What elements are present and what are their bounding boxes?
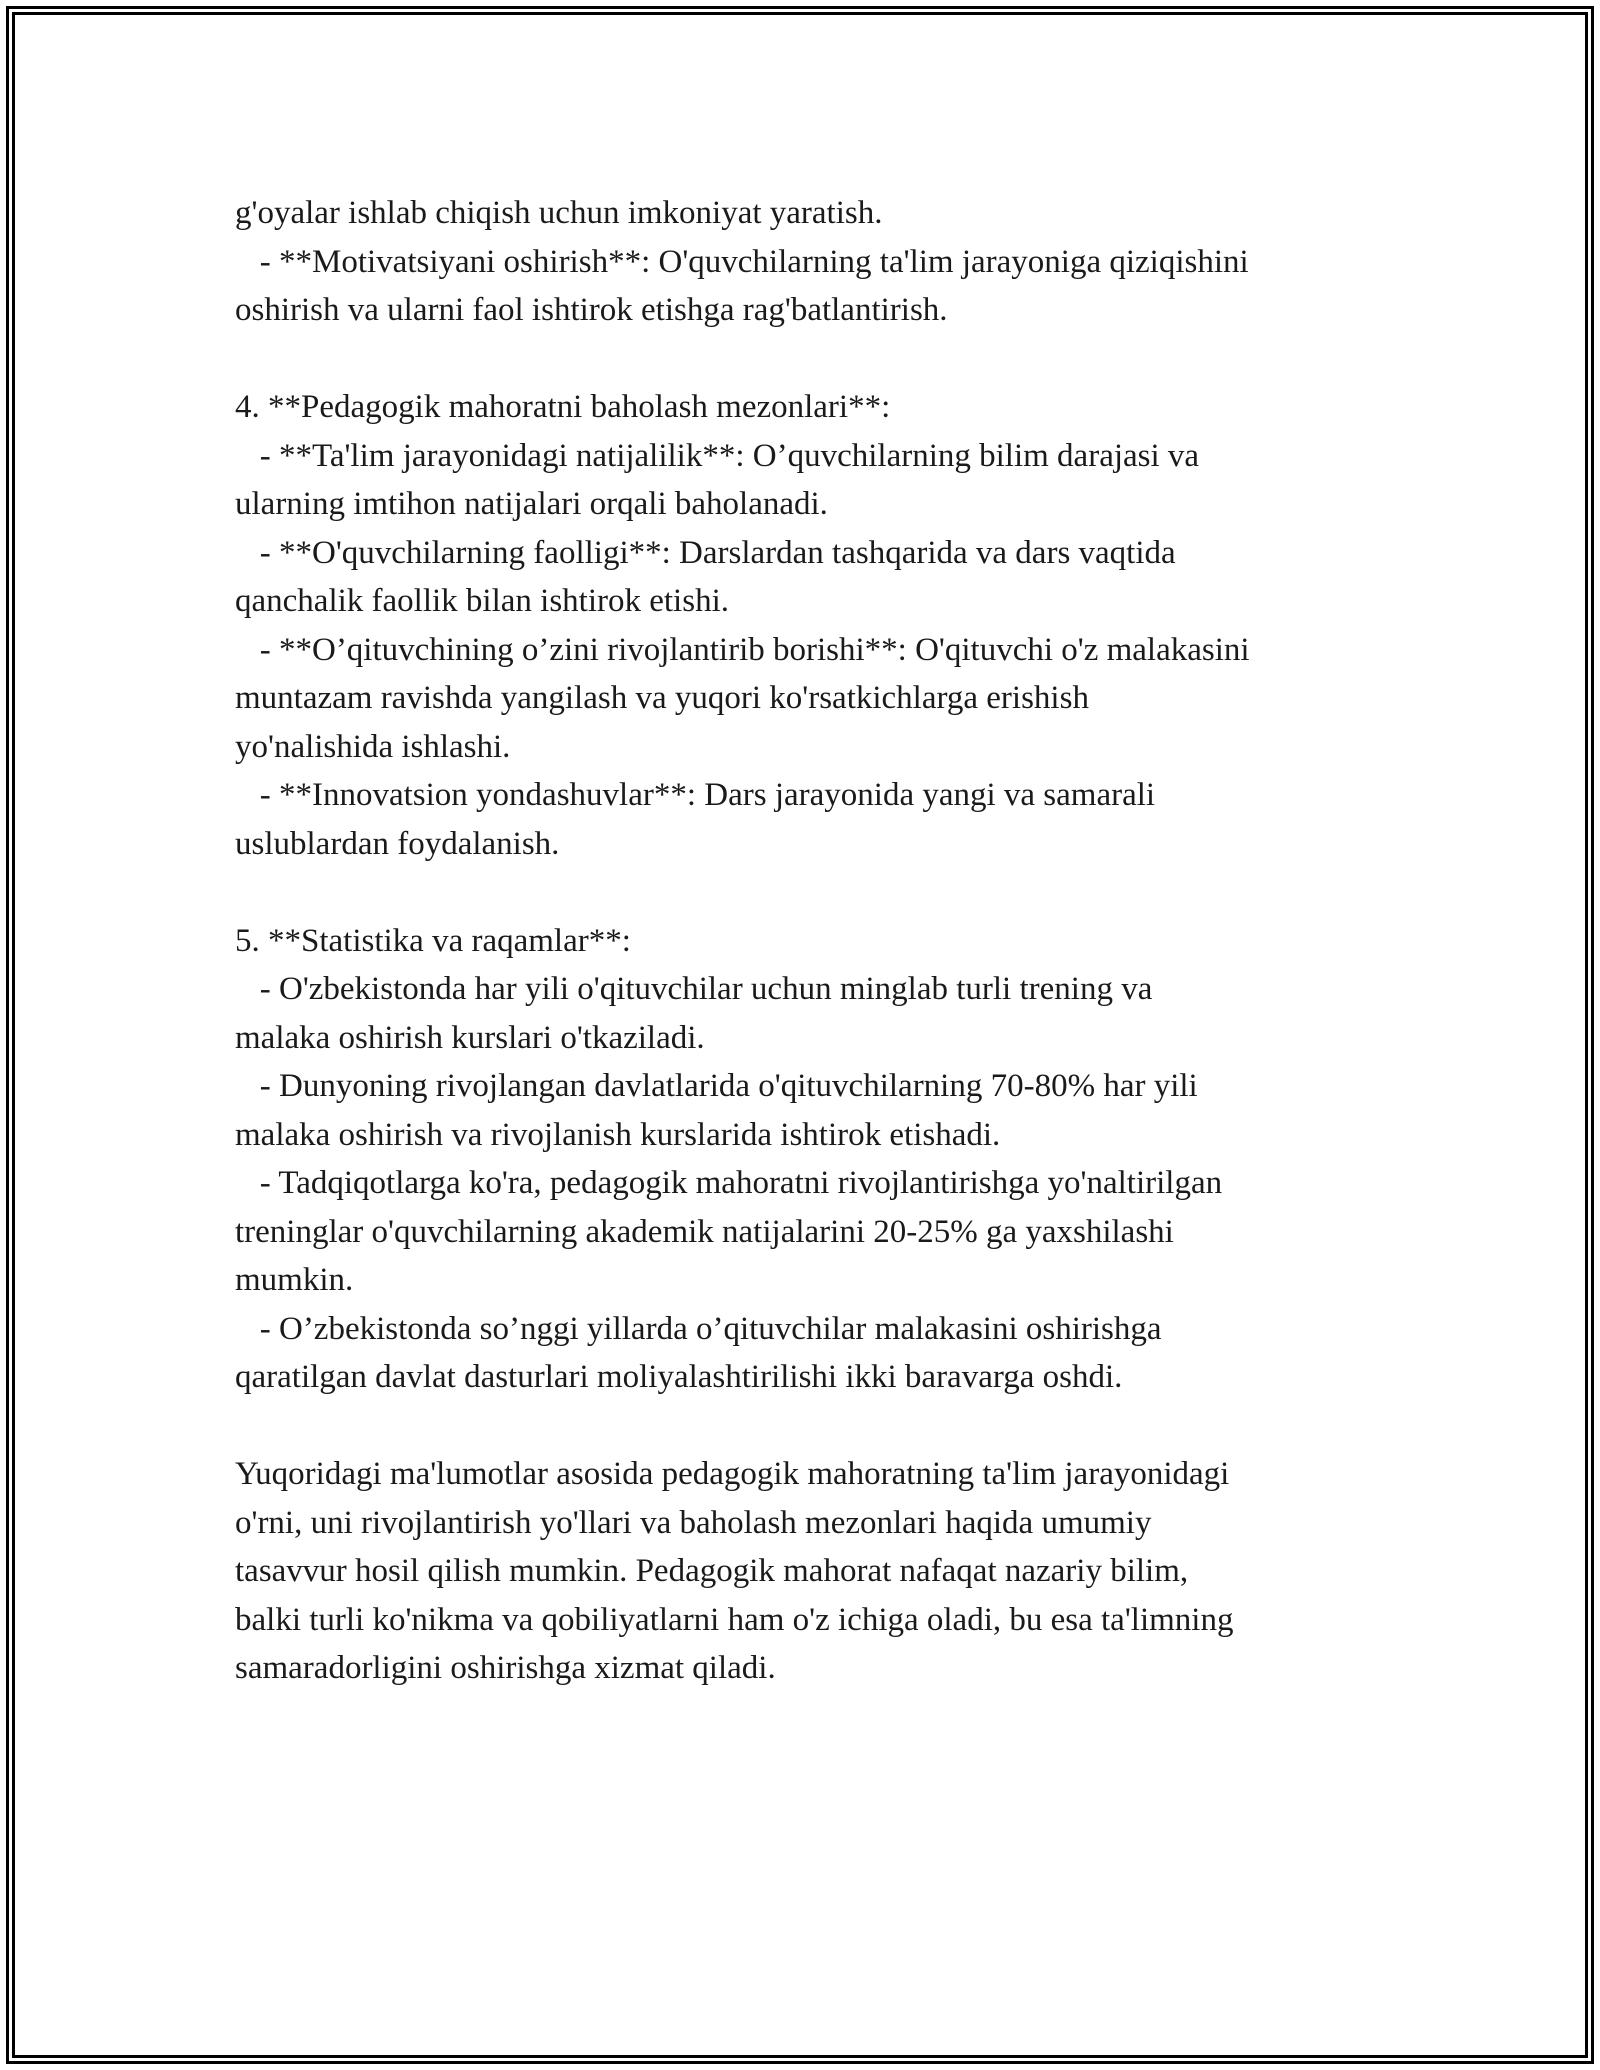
text-line: malaka oshirish va rivojlanish kurslarida ishtirok etishadi. <box>235 1116 1001 1153</box>
text-line: qaratilgan davlat dasturlari moliyalashtirilishi ikki baravarga oshdi. <box>235 1359 1123 1395</box>
text-line: muntazam ravishda yangilash va yuqori ko'rsatkichlarga erishish <box>235 680 1089 716</box>
text-line: - **O’qituvchining o’zini rivojlantirib borishi**: O'qituvchi o'z malakasini <box>235 631 1250 668</box>
text-line: mumkin. <box>235 1262 354 1298</box>
text-line: - Dunyoning rivojlangan davlatlarida o'qituvchilarning 70-80% har yili <box>235 1068 1198 1104</box>
text-line: - O'zbekistonda har yili o'qituvchilar uchun minglab turli trening va <box>235 971 1153 1007</box>
document-body <box>235 189 1385 1693</box>
text-line: g'oyalar ishlab chiqish uchun imkoniyat yaratish. <box>235 195 883 231</box>
blank-line <box>235 868 1385 917</box>
text-line: ularning imtihon natijalari orqali baholanadi. <box>235 486 828 522</box>
text-line: qanchalik faollik bilan ishtirok etishi. <box>235 583 729 619</box>
conclusion-line: Yuqoridagi ma'lumotlar asosida pedagogik mahoratning ta'lim jarayonidagi <box>235 1456 1230 1492</box>
text-line: uslublardan foydalanish. <box>235 825 560 862</box>
text-line: malaka oshirish kurslari o'tkaziladi. <box>235 1019 705 1056</box>
text-line: - **Motivatsiyani oshirish**: O'quvchilarning ta'lim jarayoniga qiziqishini <box>235 243 1249 280</box>
conclusion-line: samaradorligini oshirishga xizmat qiladi. <box>235 1650 776 1686</box>
section-heading: 5. **Statistika va raqamlar**: <box>235 922 631 959</box>
blank-line <box>235 1402 1385 1451</box>
text-line: yo'nalishida ishlashi. <box>235 728 511 765</box>
text-line: - Tadqiqotlarga ko'ra, pedagogik mahoratni rivojlantirishga yo'naltirilgan <box>235 1165 1223 1201</box>
conclusion-line: tasavvur hosil qilish mumkin. Pedagogik mahorat nafaqat nazariy bilim, <box>235 1553 1189 1589</box>
blank-line <box>235 335 1385 384</box>
text-line: treninglar o'quvchilarning akademik natijalarini 20-25% ga yaxshilashi <box>235 1213 1174 1250</box>
text-line: - O’zbekistonda so’nggi yillarda o’qituvchilar malakasini oshirishga <box>235 1310 1162 1347</box>
conclusion-line: balki turli ko'nikma va qobiliyatlarni ham o'z ichiga oladi, bu esa ta'limning <box>235 1601 1234 1638</box>
text-line: - **Innovatsion yondashuvlar**: Dars jarayonida yangi va samarali <box>235 777 1156 813</box>
text-line: oshirish va ularni faol ishtirok etishga rag'batlantirish. <box>235 292 948 328</box>
conclusion-line: o'rni, uni rivojlantirish yo'llari va baholash mezonlari haqida umumiy <box>235 1504 1152 1541</box>
section-heading: 4. **Pedagogik mahoratni baholash mezonlari**: <box>235 389 891 425</box>
text-line: - **O'quvchilarning faolligi**: Darslardan tashqarida va dars vaqtida <box>235 534 1176 571</box>
text-line: - **Ta'lim jarayonidagi natijalilik**: O’quvchilarning bilim darajasi va <box>235 437 1200 474</box>
